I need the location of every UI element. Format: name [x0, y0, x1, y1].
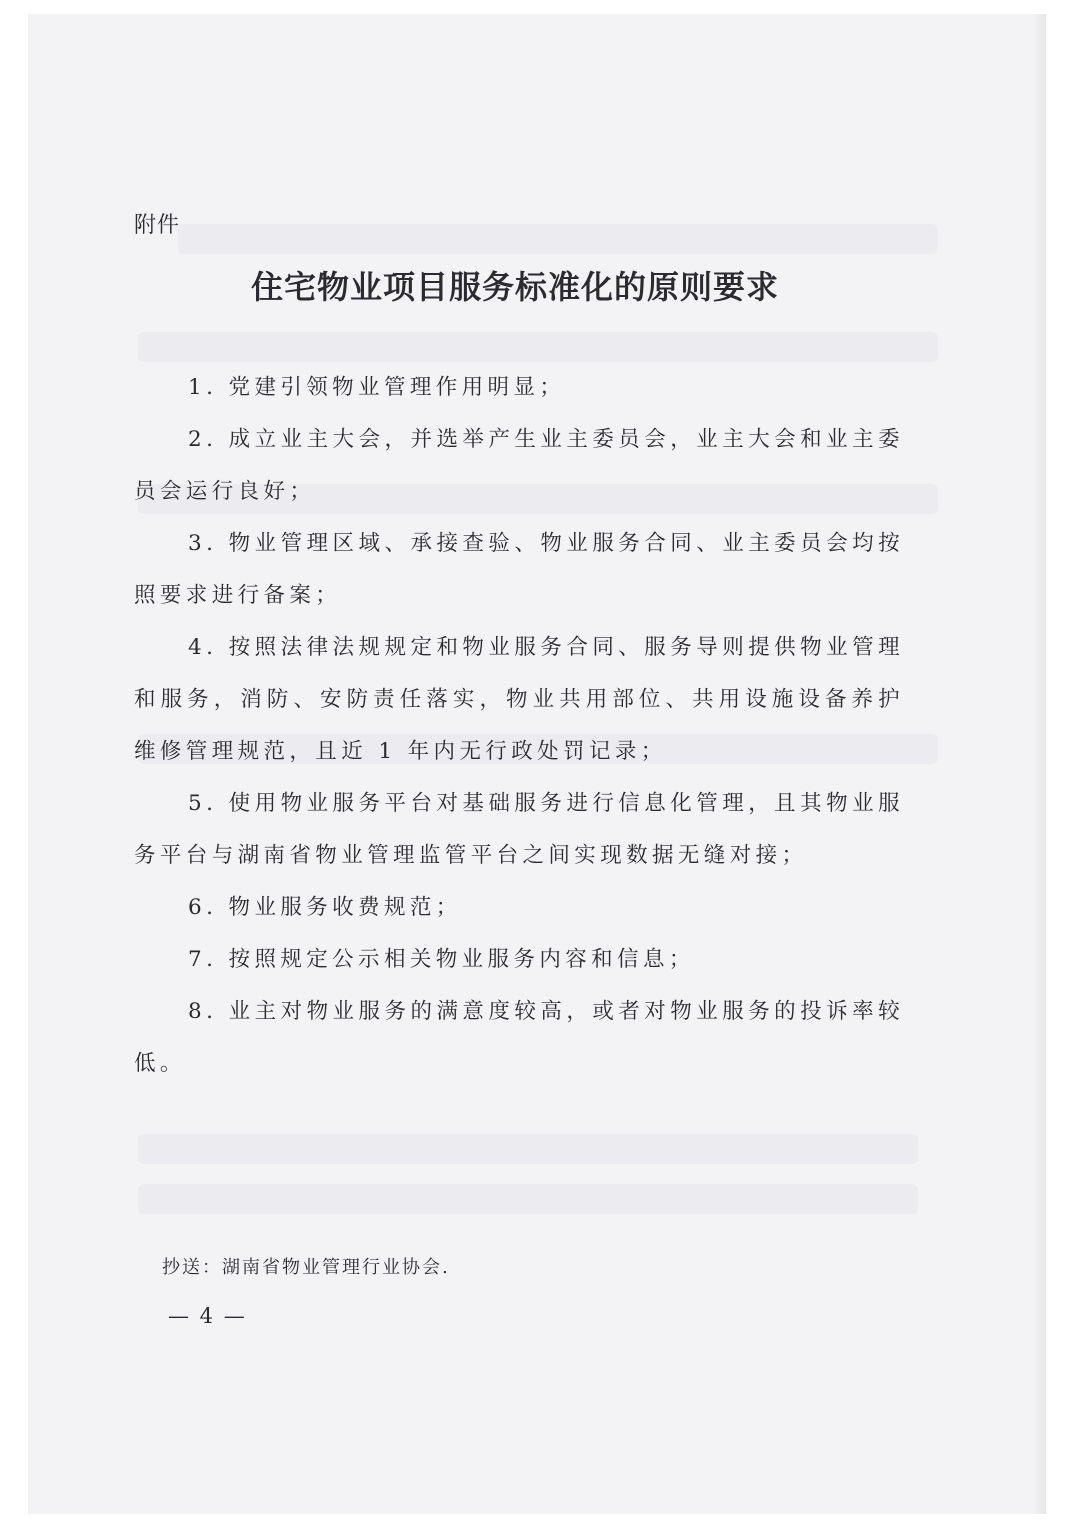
requirement-item: 3. 物业管理区域、承接查验、物业服务合同、业主委员会均按照要求进行备案； — [134, 531, 904, 608]
requirement-item: 5. 使用物业服务平台对基础服务进行信息化管理，且其物业服务平台与湖南省物业管理监管平台之间实现数据无缝对接； — [134, 791, 904, 868]
document-title: 住宅物业项目服务标准化的原则要求 — [250, 268, 779, 306]
page-number: — 4 — — [168, 1304, 247, 1328]
requirements-list — [134, 362, 904, 1090]
requirement-item: 6. 物业服务收费规范； — [188, 895, 462, 920]
requirement-item: 7. 按照规定公示相关物业服务内容和信息； — [188, 947, 695, 972]
requirement-item: 2. 成立业主大会，并选举产生业主委员会，业主大会和业主委员会运行良好； — [134, 427, 904, 504]
requirement-item: 1. 党建引领物业管理作用明显； — [188, 375, 566, 400]
requirement-item: 8. 业主对物业服务的满意度较高，或者对物业服务的投诉率较低。 — [134, 999, 904, 1076]
cc-line: 抄送：湖南省物业管理行业协会. — [162, 1257, 450, 1278]
requirement-item: 4. 按照法律法规规定和物业服务合同、服务导则提供物业管理和服务，消防、安防责任落实，物业共用部位、共用设施设备养护维修管理规范，且近 1 年内无行政处罚记录； — [134, 635, 904, 764]
attachment-label: 附件 — [134, 213, 181, 238]
